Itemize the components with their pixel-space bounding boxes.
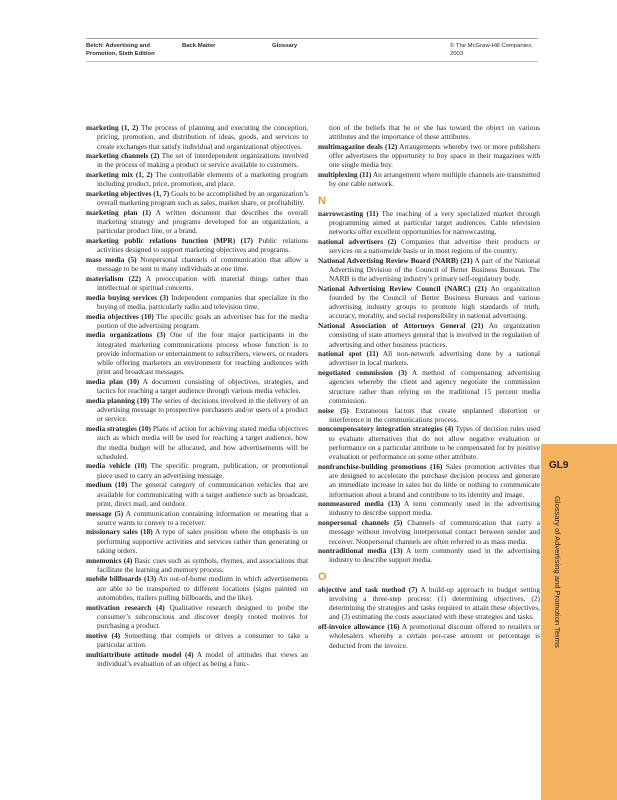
entry-term: media plan (10) [86, 377, 140, 387]
entry-term: multiplexing (11) [318, 170, 372, 180]
glossary-entry [318, 321, 540, 349]
book-title: Belch: Advertising and Promotion, Sixth Edition [86, 43, 155, 57]
glossary-entry [86, 189, 308, 208]
entry-term: mass media (5) [86, 254, 137, 264]
glossary-right-column [318, 123, 540, 650]
entry-term: national spot (11) [318, 349, 379, 359]
entry-definition: An organization founded by the Council of Better Business Bureaus and various advertising industry groups to promote high standards of truth, accuracy, morality, and social responsibility in national advertising. [329, 283, 540, 321]
entry-definition: A model of attitudes that views an individual’s evaluation of an object as being a func- [97, 649, 308, 668]
entry-term: nontraditional media (13) [318, 546, 403, 556]
entry-definition: The general category of communication vehicles that are available for communicating with a target audience such as broadcast, print, direct mail, and outdoor. [97, 480, 308, 508]
entry-definition: Goals to be accomplished by an organization’s overall marketing program such as sales, market share, or profitability. [97, 188, 308, 208]
entry-term: marketing channels (2) [86, 151, 160, 161]
entry-definition: An arrangement where multiple channels are transmitted by one cable network. [329, 170, 540, 189]
glossary-entry [86, 255, 308, 274]
entry-definition: The specific goals an advertiser has for the media portion of the advertising program. [97, 311, 309, 330]
entry-term: media planning (10) [86, 395, 150, 405]
entry-term: multimagazine deals (12) [318, 141, 398, 151]
entry-term: national advertisers (2) [318, 236, 397, 246]
glossary-entry [86, 312, 308, 331]
entry-term: National Advertising Review Council (NARC) (21) [318, 283, 487, 293]
entry-definition: Public relations activities designed to support marketing objectives and programs. [97, 235, 308, 255]
section-letter-o: O [318, 570, 327, 583]
entry-term: media vehicle (10) [86, 461, 147, 471]
entry-term: negotiated commission (3) [318, 368, 407, 378]
entries-group-m [318, 142, 540, 189]
entry-definition: Extraneous factors that create unplanned distortion or interference in the communications process. [329, 405, 540, 424]
glossary-entry [318, 368, 540, 405]
entry-definition: A promotional discount offered to retailers or wholesalers whereby a certain per-case amount or percentage is deducted from the invoice. [329, 622, 540, 650]
running-header [86, 38, 538, 65]
entry-term: message (5) [86, 508, 124, 518]
entry-term: media objectives (10) [86, 311, 154, 321]
glossary-entry [86, 170, 308, 189]
entry-definition: A preoccupation with material things rather than intellectual or spiritual concerns. [97, 273, 308, 292]
entry-definition: Types of decision rules used to evaluate alternatives that do not allow negative evaluation or performance on a particular attribute to be compensated for by positive evaluation or performance on some other attribute. [329, 424, 540, 462]
entry-term: missionary sales (18) [86, 527, 153, 537]
entry-definition: Companies that advertise their products or services on a nationwide basis or in most regions of the country. [329, 236, 540, 255]
entry-definition: A term commonly used in the advertising industry to describe support media. [329, 546, 540, 565]
entry-definition: Qualitative research designed to probe the consumer’s subconscious and discover deeply rooted motives for purchasing a product. [97, 602, 308, 631]
glossary-entry [86, 603, 308, 631]
entries-group-n [318, 209, 540, 565]
entry-term: motive (4) [86, 630, 121, 640]
chapter-label: Glossary [272, 43, 298, 49]
glossary-entry [86, 377, 308, 396]
entry-term: motivation research (4) [86, 602, 165, 612]
entry-term: media organizations (3) [86, 330, 166, 340]
entry-definition: The reaching of a very specialized market through programming aimed at particular target audiences. Cable television networks offer excellent opportunities for narrowcasting. [329, 208, 540, 237]
entry-definition: Nonpersonal channels of communication that allow a message to be sent to many individuals at one time. [97, 254, 308, 274]
glossary-left-column [86, 123, 308, 668]
glossary-entry [318, 237, 540, 256]
entry-term: marketing public relations function (MPR) (17) [86, 235, 253, 245]
header-divider [86, 61, 538, 62]
entry-definition: A method of compensating advertising agencies whereby the client and agency negotiate the commission structure rather than relying on the traditional 15 percent media commission. [329, 368, 540, 405]
glossary-entry [318, 622, 540, 650]
glossary-entry [318, 256, 540, 284]
glossary-entry [86, 556, 308, 575]
glossary-entry [86, 274, 308, 293]
entry-term: multiattribute attitude model (4) [86, 649, 194, 659]
entry-definition: An out-of-home medium in which advertisements are able to be transported to different locations (signs painted on automobiles, trailers pulling billboards, and the like). [97, 574, 308, 602]
glossary-entry [318, 518, 540, 546]
entry-definition: A build-up approach to budget setting involving a three-step process: (1) determining objectives, (2) determining the strategies and tasks required to attain these objectives, and (3) estimating the costs associated with these strategies and tasks. [329, 584, 540, 622]
glossary-entry [86, 396, 308, 424]
entry-term: marketing plan (1) [86, 207, 152, 217]
entry-definition: Independent companies that specialize in the buying of media, particularly radio and television time. [97, 292, 308, 311]
glossary-entry [86, 208, 308, 236]
entry-definition: A communication containing information or meaning that a source wants to convey to a receiver. [97, 508, 308, 527]
entry-term: noise (5) [318, 405, 349, 415]
entry-definition: An organization consisting of state attorneys general that is involved in the regulation of advertising and other business practices. [329, 321, 541, 349]
glossary-entry [86, 650, 308, 669]
entry-term: marketing mix (1, 2) [86, 170, 153, 180]
entry-term: media buying services (3) [86, 292, 169, 302]
glossary-entry [318, 406, 540, 425]
entry-term: noncompensatory integration strategies (4) [318, 424, 454, 434]
page-number: GL9 [549, 460, 569, 471]
entry-definition: A written document that describes the overall marketing strategy and programs developed for an organization, a particular product line, or a brand. [97, 207, 309, 236]
glossary-entry [86, 151, 308, 170]
entry-term: nonfranchise-building promotions (16) [318, 461, 443, 471]
entry-definition: All non-network advertising done by a national advertiser in local markets. [329, 349, 540, 368]
entry-definition: Arrangements whereby two or more publishers offer advertisers the opportunity to buy space in their magazines with one single media buy. [329, 141, 540, 170]
glossary-entry [318, 546, 540, 565]
glossary-entry [318, 462, 540, 499]
copyright-notice: © The McGraw-Hill Companies, 2003 [450, 43, 533, 57]
glossary-entry [318, 209, 540, 237]
entry-definition: One of the four major participants in the integrated marketing communications process whose function is to provide information or entertainment to subscribers, viewers, or readers while offering marketers an environment for reaching audiences with print and broadcast messages. [97, 330, 308, 377]
glossary-entry [318, 585, 540, 622]
entry-term: narrowcasting (11) [318, 208, 379, 218]
glossary-entry [318, 284, 540, 321]
entry-term: nonmeasured media (13) [318, 499, 401, 509]
entry-definition: The controllable elements of a marketing program including product, price, promotion, and place. [97, 170, 308, 189]
glossary-entry [86, 424, 308, 461]
entries-group-o [318, 585, 540, 650]
glossary-entry [318, 499, 540, 518]
entry-definition: Basic cues such as symbols, rhymes, and associations that facilitate the learning and memory process. [97, 555, 308, 574]
entry-term: marketing objectives (1, 7) [86, 188, 170, 198]
glossary-entry [86, 480, 308, 508]
entry-term: National Advertising Review Board (NARB) (21) [318, 255, 473, 265]
entry-term: medium (10) [86, 480, 128, 490]
entry-definition: Sales promotion activities that are designed to accelerate the purchase decision process and generate an immediate increase in sales but do little or nothing to communicate information about a brand and contribute to its identity and image. [329, 461, 540, 499]
glossary-entry [86, 293, 308, 312]
section-letter-n: N [318, 194, 326, 207]
entry-term: National Association of Attorneys General (21) [318, 321, 484, 331]
glossary-entry [318, 424, 540, 461]
glossary-entry [318, 170, 540, 189]
entry-definition: Something that compels or drives a consumer to take a particular action. [97, 630, 308, 649]
entry-definition: A type of sales position where the emphasis is on performing supportive activities and services rather than generating or taking orders. [97, 527, 308, 555]
entry-definition: The set of interdependent organizations involved in the process of making a product or service available to customers. [97, 151, 308, 170]
glossary-entry [86, 461, 308, 480]
entry-definition: A document consisting of objectives, strategies, and tactics for reaching a target audience through various media vehicles. [97, 377, 308, 396]
glossary-entry [318, 142, 540, 170]
continued-definition: tion of the beliefs that he or she has toward the object on various attributes and the importance of these attributes. [329, 123, 540, 142]
entry-term: nonpersonal channels (5) [318, 518, 403, 528]
entry-term: mnemonics (4) [86, 555, 133, 565]
glossary-entry [86, 509, 308, 528]
entry-definition: Plans of action for achieving stated media objectives such as which media will be used for reaching a target audience, how the media budget will be allocated, and how advertisements will be scheduled. [97, 424, 308, 461]
glossary-entry [318, 349, 540, 368]
entry-definition: Channels of communication that carry a message without involving interpersonal contact between sender and receiver. Nonpersonal channels are often referred to as mass media. [329, 518, 540, 546]
glossary-entry [86, 123, 308, 151]
glossary-entry [86, 631, 308, 650]
glossary-entry [86, 330, 308, 376]
entry-definition: The process of planning and executing the conception, pricing, promotion, and distribution of ideas, goods, and services to create exchanges that satisfy individual and organizational objectives. [97, 123, 308, 151]
entry-term: materialism (22) [86, 273, 141, 283]
entry-term: objective and task method (7) [318, 584, 418, 594]
entry-term: media strategies (10) [86, 424, 151, 434]
glossary-entry [86, 236, 308, 255]
chapter-side-tab [541, 444, 617, 800]
glossary-entry [86, 574, 308, 602]
entry-term: marketing (1, 2) [86, 123, 139, 132]
entry-definition: A part of the National Advertising Division of the Council of Better Business Bureaus. The NARB is the advertising industry’s primary self-regulatory body. [329, 255, 540, 284]
entry-definition: The specific program, publication, or promotional piece used to carry an advertising message. [97, 461, 308, 480]
entry-definition: A term commonly used in the advertising industry to describe support media. [329, 499, 540, 518]
glossary-entry [86, 527, 308, 555]
entry-term: mobile billboards (13) [86, 574, 157, 584]
entry-definition: The series of decisions involved in the delivery of an advertising message to prospective purchasers and/or users of a product or service. [97, 395, 308, 424]
side-tab-title: Glossary of Advertising and Promotion Terms [553, 496, 562, 648]
entry-term: off-invoice allowance (16) [318, 622, 400, 632]
section-label: Back Matter [182, 43, 216, 49]
